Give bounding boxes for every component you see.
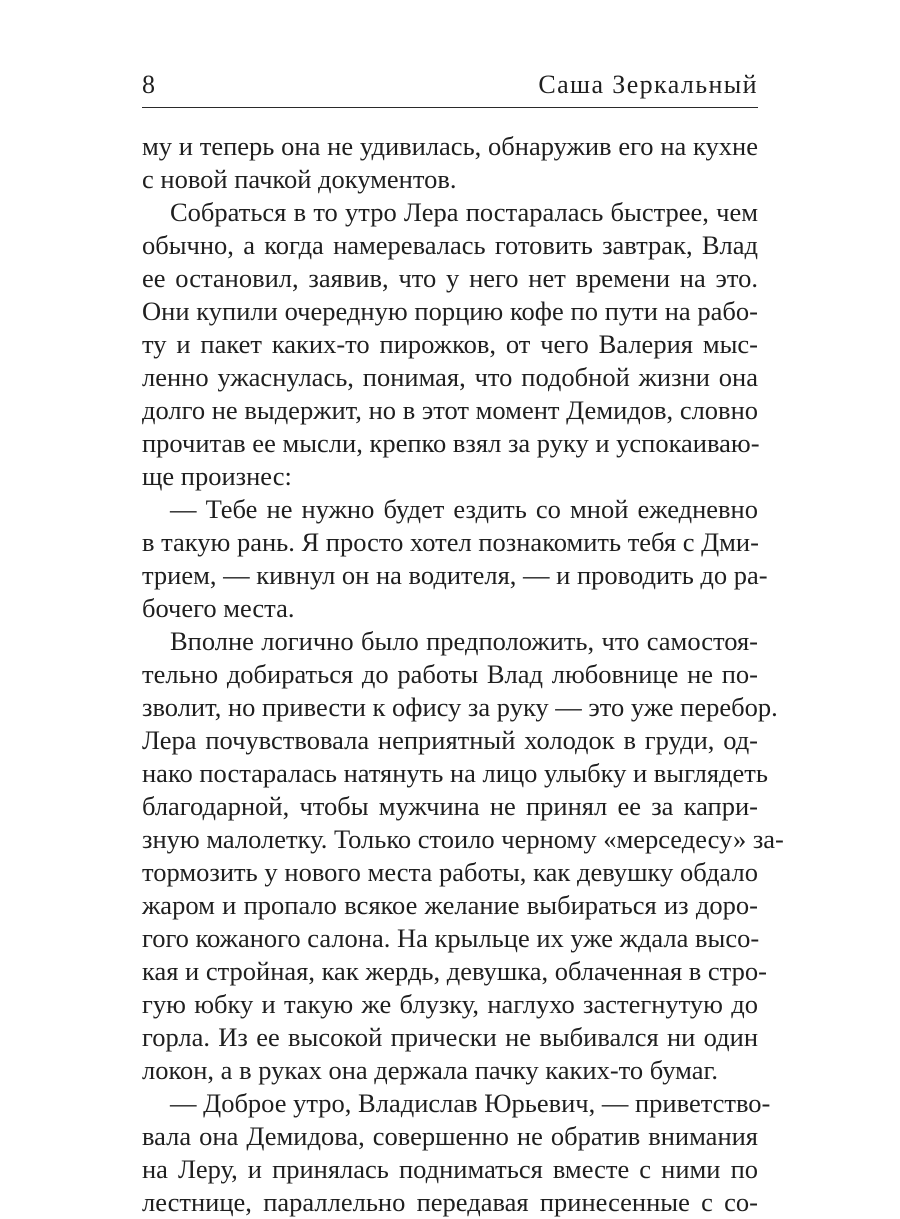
text-line: — Доброе утро, Владислав Юрьевич, — приветство- (170, 1088, 771, 1118)
text-line: долго не выдержит, но в этот момент Демидов, словно (142, 395, 758, 425)
text-line: Вполне логично было предположить, что самостоя- (170, 626, 758, 656)
text-line: на Леру, и принялась подниматься вместе с ними по (142, 1154, 758, 1184)
text-line: ее остановил, заявив, что у него нет времени на это. (142, 263, 758, 293)
text-line: горла. Из ее высокой прически не выбивался ни один (142, 1022, 758, 1052)
text-line: вала она Демидова, совершенно не обратив внимания (142, 1121, 758, 1151)
text-line: ще произнес: (142, 461, 292, 491)
header-rule (142, 107, 758, 108)
text-line: тельно добираться до работы Влад любовнице не по- (142, 659, 758, 689)
text-line: гого кожаного салона. На крыльце их уже ждала высо- (142, 923, 760, 953)
text-line: благодарной, чтобы мужчина не принял ее за капри- (142, 791, 758, 821)
text-line: лестнице, параллельно передавая принесенные с со- (142, 1187, 758, 1217)
book-page (142, 0, 784, 1217)
text-line: Они купили очередную порцию кофе по пути на рабо- (142, 296, 758, 326)
page-number: 8 (142, 70, 155, 99)
text-line: ленно ужаснулась, понимая, что подобной жизни она (142, 362, 758, 392)
text-line: нако постаралась натянуть на лицо улыбку и выглядеть (142, 758, 768, 788)
running-head (142, 68, 758, 102)
text-line: трием, — кивнул он на водителя, — и проводить до ра- (142, 560, 768, 590)
book-author: Саша Зеркальный (538, 70, 758, 99)
text-line: кая и стройная, как жердь, девушка, облаченная в стро- (142, 956, 767, 986)
text-line: бочего места. (142, 593, 295, 623)
body-text (142, 130, 784, 1219)
text-line: с новой пачкой документов. (142, 164, 457, 194)
text-line: гую юбку и такую же блузку, наглухо застегнутую до (142, 989, 758, 1019)
text-line: му и теперь она не удивилась, обнаружив его на кухне (142, 131, 758, 161)
text-line: прочитав ее мысли, крепко взял за руку и успокаиваю- (142, 428, 760, 458)
text-line: Лера почувствовала неприятный холодок в груди, од- (142, 725, 758, 755)
text-line: Собраться в то утро Лера постаралась быстрее, чем (170, 197, 758, 227)
text-line: локон, а в руках она держала пачку каких-то бумаг. (142, 1055, 718, 1085)
text-line: обычно, а когда намеревалась готовить завтрак, Влад (142, 230, 758, 260)
text-line: ту и пакет каких-то пирожков, от чего Валерия мыс- (142, 329, 758, 359)
text-line: в такую рань. Я просто хотел познакомить тебя с Дми- (142, 527, 759, 557)
text-line: зволит, но привести к офису за руку — это уже перебор. (142, 692, 778, 722)
text-line: — Тебе не нужно будет ездить со мной ежедневно (170, 494, 758, 524)
text-line: тормозить у нового места работы, как девушку обдало (142, 857, 758, 887)
text-line: зную малолетку. Только стоило черному «мерседесу» за- (142, 824, 784, 854)
text-line: жаром и пропало всякое желание выбираться из доро- (142, 890, 758, 920)
